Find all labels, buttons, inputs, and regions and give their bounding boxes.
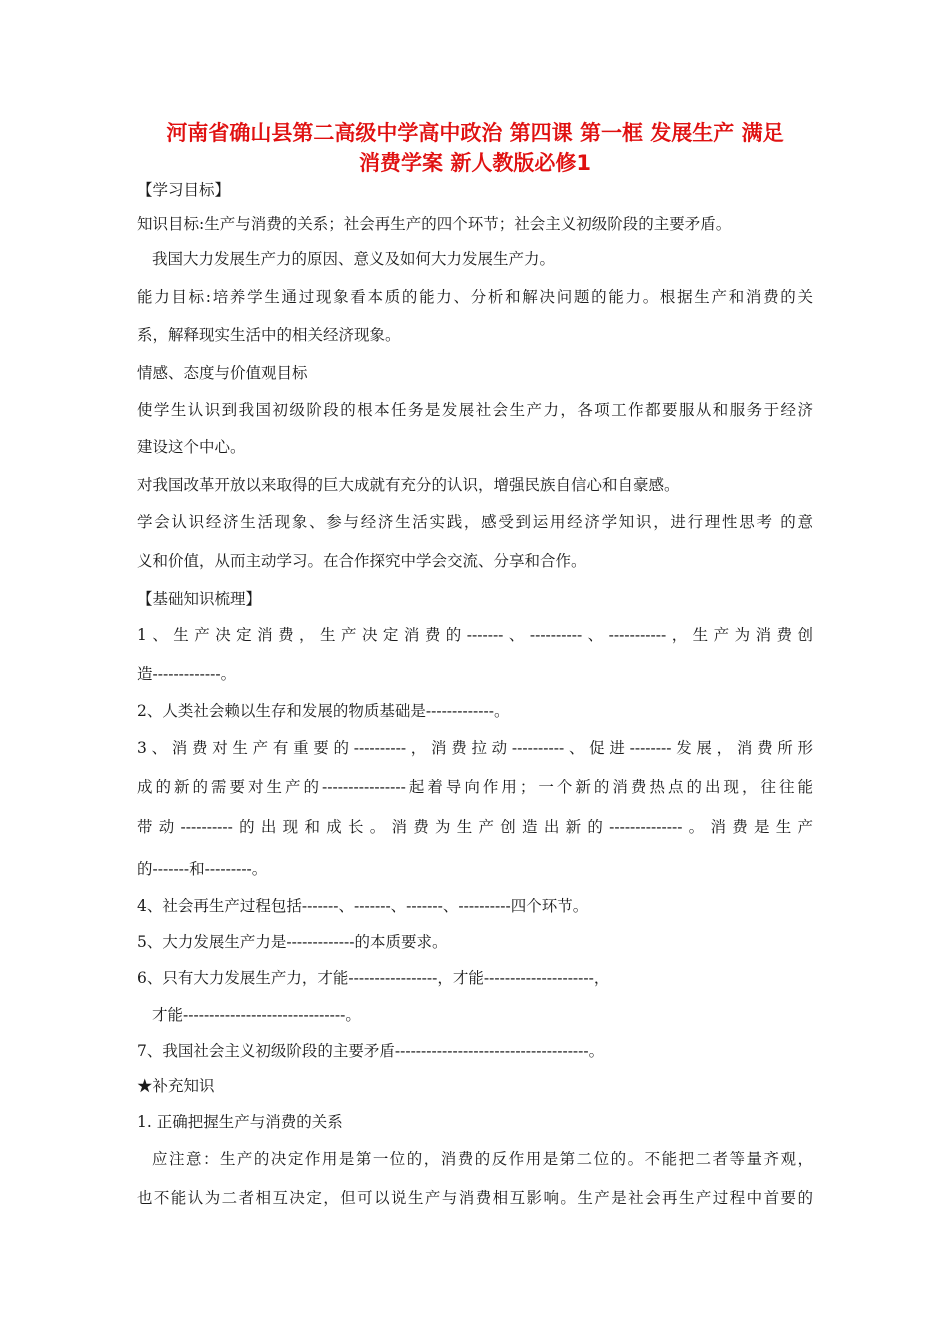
question-line: 2、人类社会赖以生存和发展的物质基础是-------------。 [137, 702, 510, 720]
paragraph-line: 使学生认识到我国初级阶段的根本任务是发展社会生产力，各项工作都要服从和服务于经济 [137, 401, 813, 419]
paragraph-line: 应注意：生产的决定作用是第一位的，消费的反作用是第二位的。不能把二者等量齐观， [152, 1150, 813, 1168]
paragraph-line: 1. 正确把握生产与消费的关系 [137, 1113, 343, 1131]
section-heading-objectives: 【学习目标】 [137, 181, 231, 199]
question-line: 带动----------的出现和成长。消费为生产创造出新的--------------。消费是生产 [137, 818, 813, 836]
question-line: 1、生产决定消费，生产决定消费的-------、----------、-----------，生产为消费创 [137, 626, 813, 644]
paragraph-line: 也不能认为二者相互决定，但可以说生产与消费相互影响。生产是社会再生产过程中首要的 [137, 1189, 813, 1207]
title-line-1: 河南省确山县第二高级中学高中政治 第四课 第一框 发展生产 满足 [166, 121, 784, 145]
paragraph-line: 系，解释现实生活中的相关经济现象。 [137, 326, 401, 344]
paragraph-line: 学会认识经济生活现象、参与经济生活实践，感受到运用经济学知识，进行理性思考 的意 [137, 513, 813, 531]
question-line: 3、消费对生产有重要的----------，消费拉动----------、促进--------发展，消费所形 [137, 739, 813, 757]
paragraph-line: 能力目标:培养学生通过现象看本质的能力、分析和解决问题的能力。根据生产和消费的关 [137, 288, 813, 306]
question-line: 4、社会再生产过程包括-------、-------、-------、----------四个环节。 [137, 897, 589, 915]
paragraph-line: 知识目标:生产与消费的关系；社会再生产的四个环节；社会主义初级阶段的主要矛盾。 [137, 215, 732, 233]
title-line-2: 消费学案 新人教版必修1 [359, 151, 591, 175]
question-line: 的-------和---------。 [137, 860, 268, 878]
question-line: 成的新的需要对生产的----------------起着导向作用；一个新的消费热点的出现，往往能 [137, 778, 813, 796]
question-line: 7、我国社会主义初级阶段的主要矛盾-------------------------------------。 [137, 1042, 605, 1060]
paragraph-line: 对我国改革开放以来取得的巨大成就有充分的认识，增强民族自信心和自豪感。 [137, 476, 680, 494]
question-line: 才能-------------------------------。 [152, 1006, 361, 1024]
question-line: 5、大力发展生产力是-------------的本质要求。 [137, 933, 448, 951]
section-heading-supplement: ★补充知识 [137, 1077, 215, 1095]
question-line: 造-------------。 [137, 665, 237, 683]
paragraph-line: 义和价值，从而主动学习。在合作探究中学会交流、分享和合作。 [137, 552, 587, 570]
paragraph-line: 建设这个中心。 [137, 438, 246, 456]
paragraph-line: 我国大力发展生产力的原因、意义及如何大力发展生产力。 [152, 250, 556, 268]
section-heading-basics: 【基础知识梳理】 [137, 590, 262, 608]
paragraph-line: 情感、态度与价值观目标 [137, 364, 308, 382]
page-title [120, 118, 830, 178]
question-line: 6、只有大力发展生产力，才能-----------------，才能---------------------， [137, 969, 610, 987]
